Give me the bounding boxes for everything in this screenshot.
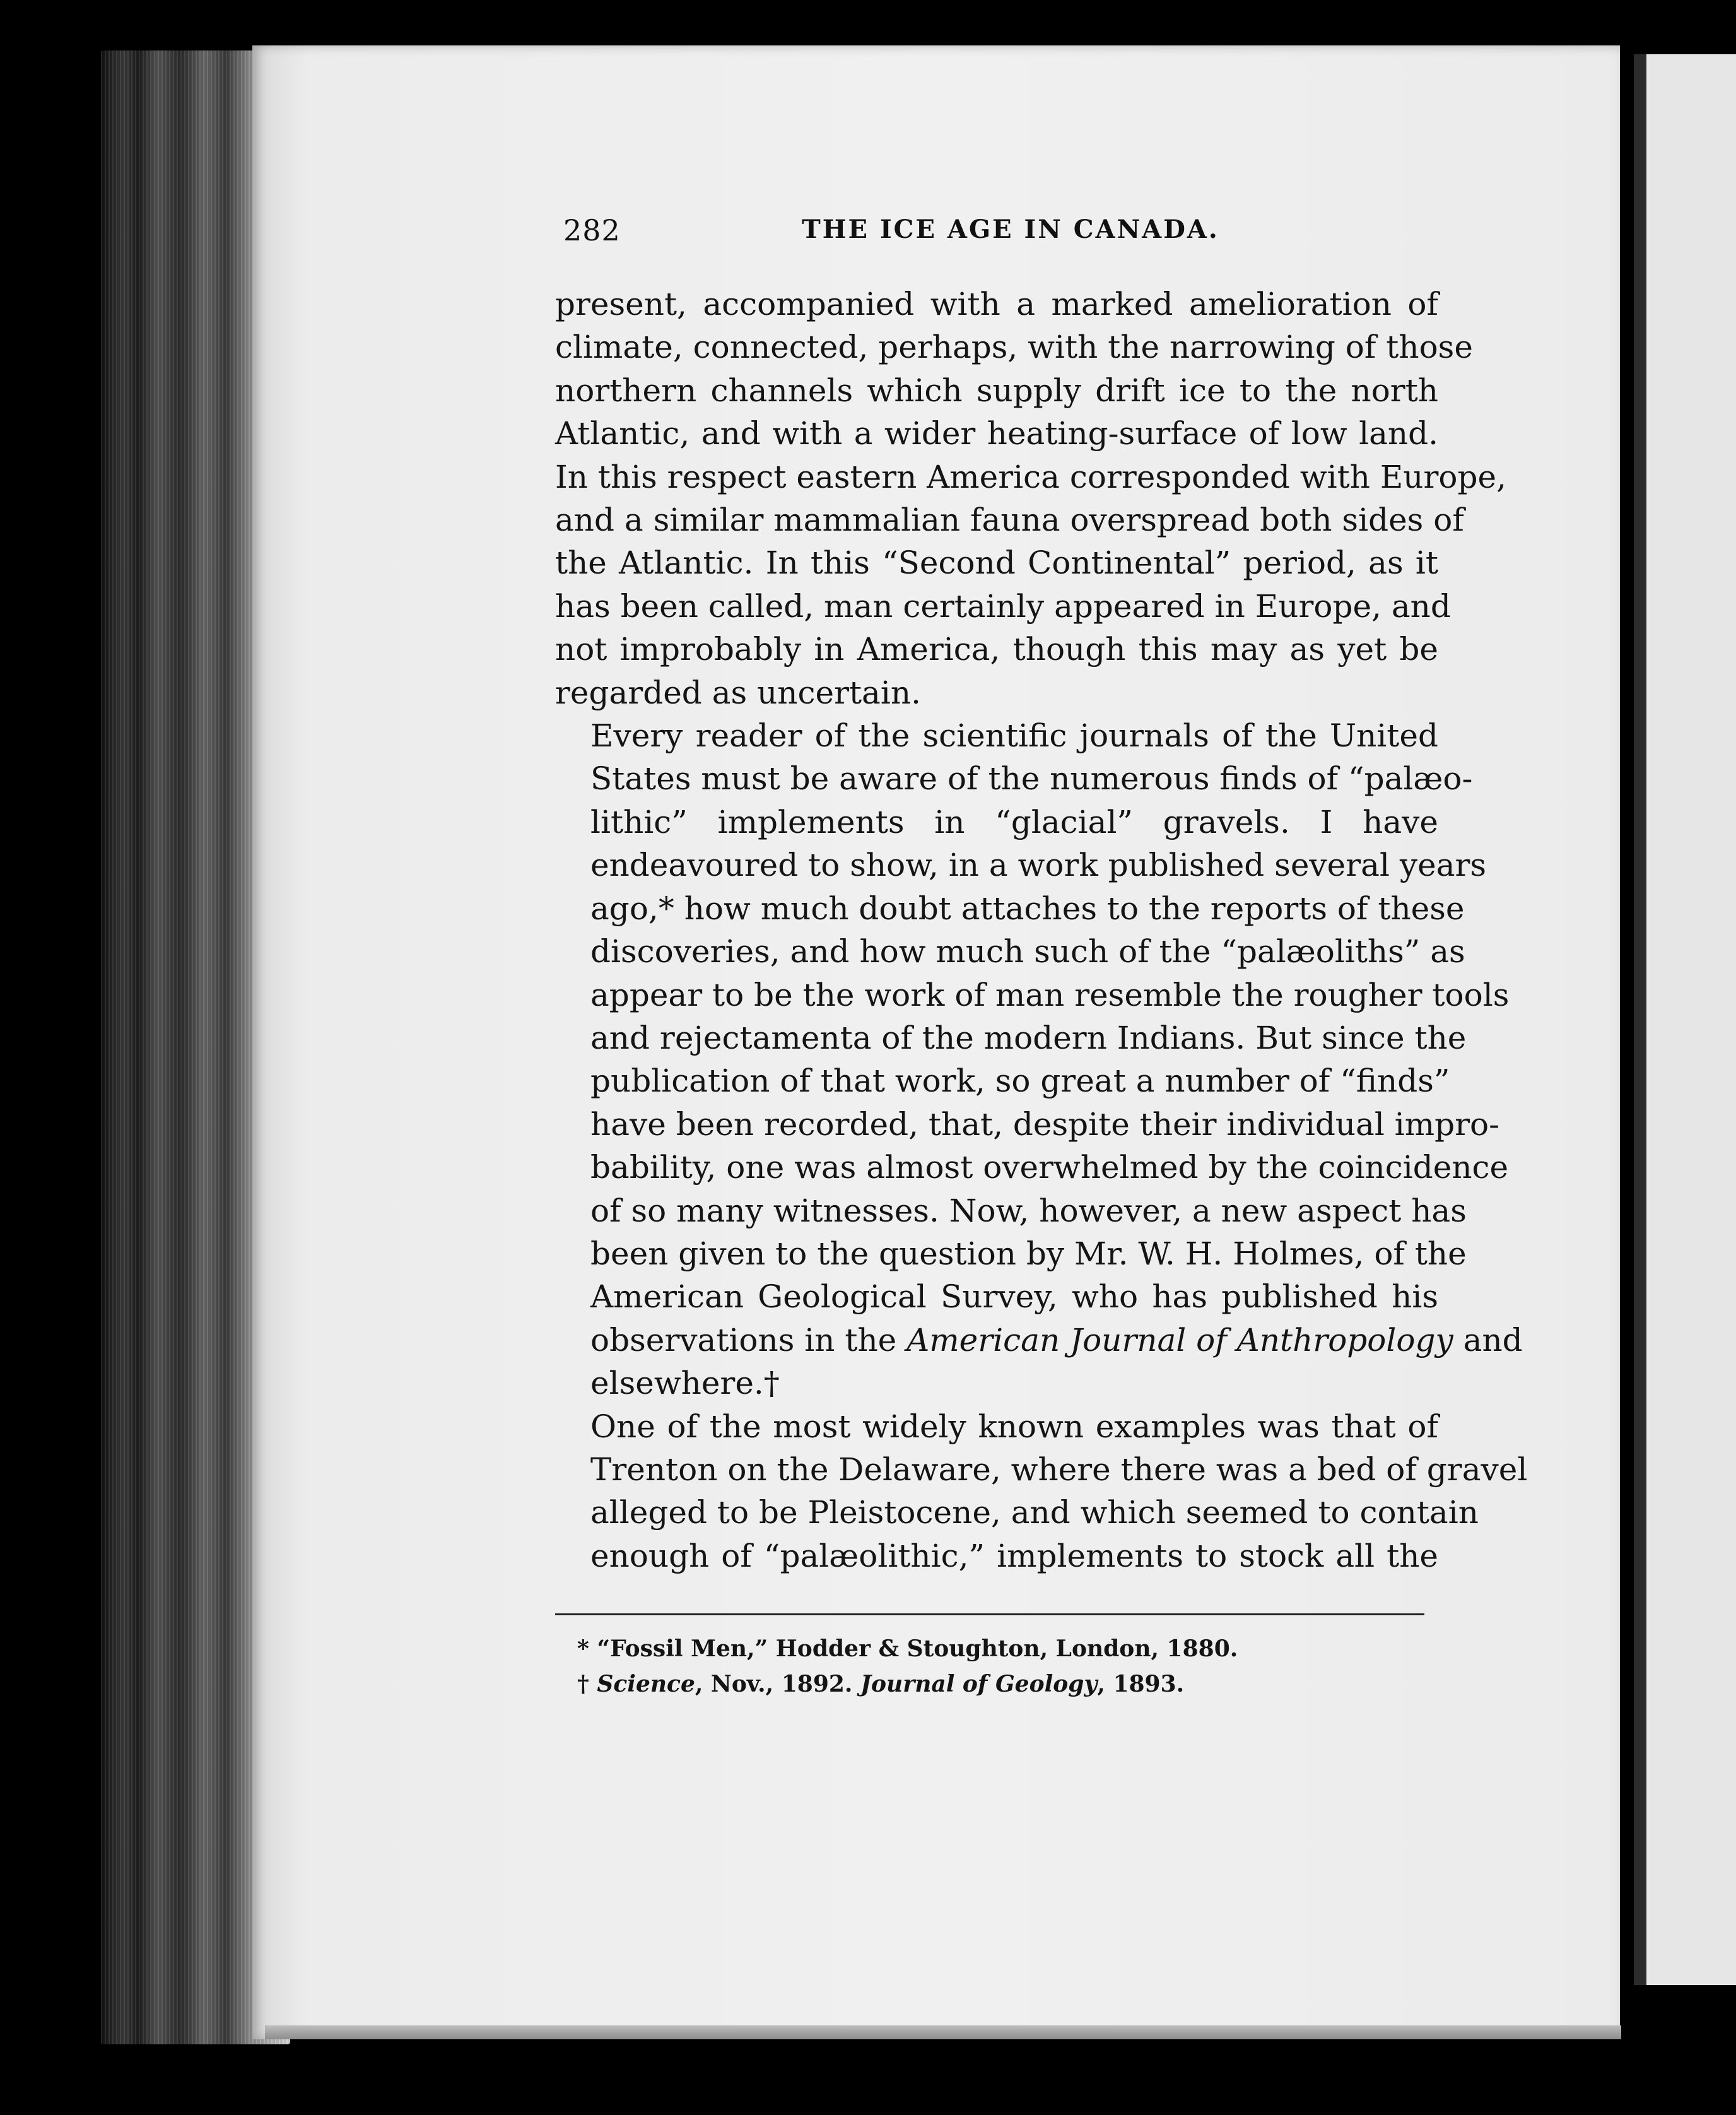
page-bottom-edge xyxy=(265,2025,1621,2039)
text-line: Trenton on the Delaware, where there was a bed of gravel xyxy=(590,1451,1528,1488)
text-line: endeavoured to show, in a work published several years xyxy=(590,847,1487,884)
text-line: enough of “palæolithic,” implements to stock all the xyxy=(590,1537,1438,1574)
footnote-star: * “Fossil Men,” Hodder & Stoughton, London, 1880. xyxy=(577,1635,1238,1662)
text-line: regarded as uncertain. xyxy=(555,674,921,711)
text-fragment: , Nov., 1892. xyxy=(695,1671,861,1697)
paragraph-3 xyxy=(555,1405,1528,1578)
footnotes xyxy=(577,1631,1334,1702)
text-line: northern channels which supply drift ice to the north xyxy=(555,372,1438,409)
facing-page-edge xyxy=(1634,54,1736,1985)
text-fragment: observations in the xyxy=(590,1321,907,1358)
dagger-mark: † xyxy=(577,1671,597,1697)
text-line: and rejectamenta of the modern Indians. But since the xyxy=(590,1019,1467,1056)
text-line: ago,* how much doubt attaches to the reports of these xyxy=(590,890,1465,927)
footnote-rule xyxy=(555,1613,1424,1615)
text-line: and a similar mammalian fauna overspread both sides of xyxy=(555,502,1464,539)
text-line: has been called, man certainly appeared in Europe, and xyxy=(555,587,1451,625)
text-line: climate, connected, perhaps, with the narrowing of those xyxy=(555,329,1473,366)
text-line: have been recorded, that, despite their individual impro- xyxy=(590,1105,1500,1143)
text-line: discoveries, and how much such of the “palæoliths” as xyxy=(590,933,1465,970)
page-number: 282 xyxy=(563,213,621,247)
body-text xyxy=(555,283,1528,1577)
paragraph-2 xyxy=(555,714,1523,1405)
text-line: One of the most widely known examples was that of xyxy=(590,1408,1438,1445)
text-line: appear to be the work of man resemble the rougher tools xyxy=(590,976,1510,1013)
text-line: lithic” implements in “glacial” gravels. I have xyxy=(590,803,1438,840)
text-line xyxy=(555,1319,1523,1362)
text-line: Every reader of the scientific journals of the United xyxy=(590,717,1438,755)
text-line: of so many witnesses. Now, however, a new aspect has xyxy=(590,1192,1467,1229)
journal-title: American Journal of Anthropology xyxy=(906,1321,1453,1358)
page-header xyxy=(563,213,1219,251)
text-line: the Atlantic. In this “Second Continental” period, as it xyxy=(555,545,1438,582)
text-line: In this respect eastern America corresponded with Europe, xyxy=(555,458,1507,495)
text-line: been given to the question by Mr. W. H. Holmes, of the xyxy=(590,1235,1467,1272)
text-line: Atlantic, and with a wider heating-surface of low land. xyxy=(555,415,1438,452)
text-line: American Geological Survey, who has published his xyxy=(590,1278,1438,1316)
running-head: THE ICE AGE IN CANADA. xyxy=(802,215,1219,244)
footnote-dagger xyxy=(577,1666,1334,1702)
paragraph-1 xyxy=(555,283,1507,714)
text-fragment: , 1893. xyxy=(1097,1671,1185,1697)
text-line: bability, one was almost overwhelmed by the coincidence xyxy=(590,1149,1509,1186)
text-line: publication of that work, so great a number of “finds” xyxy=(590,1063,1450,1100)
text-line: States must be aware of the numerous finds of “palæo- xyxy=(590,760,1473,798)
text-line: not improbably in America, though this may as yet be xyxy=(555,631,1438,668)
text-line: present, accompanied with a marked amelioration of xyxy=(555,286,1438,322)
text-fragment: and xyxy=(1453,1321,1523,1358)
text-line: alleged to be Pleistocene, and which seemed to contain xyxy=(590,1494,1479,1531)
journal-title: Science xyxy=(597,1671,695,1697)
text-line: elsewhere.† xyxy=(590,1365,780,1402)
journal-title: Journal of Geology xyxy=(860,1671,1098,1697)
